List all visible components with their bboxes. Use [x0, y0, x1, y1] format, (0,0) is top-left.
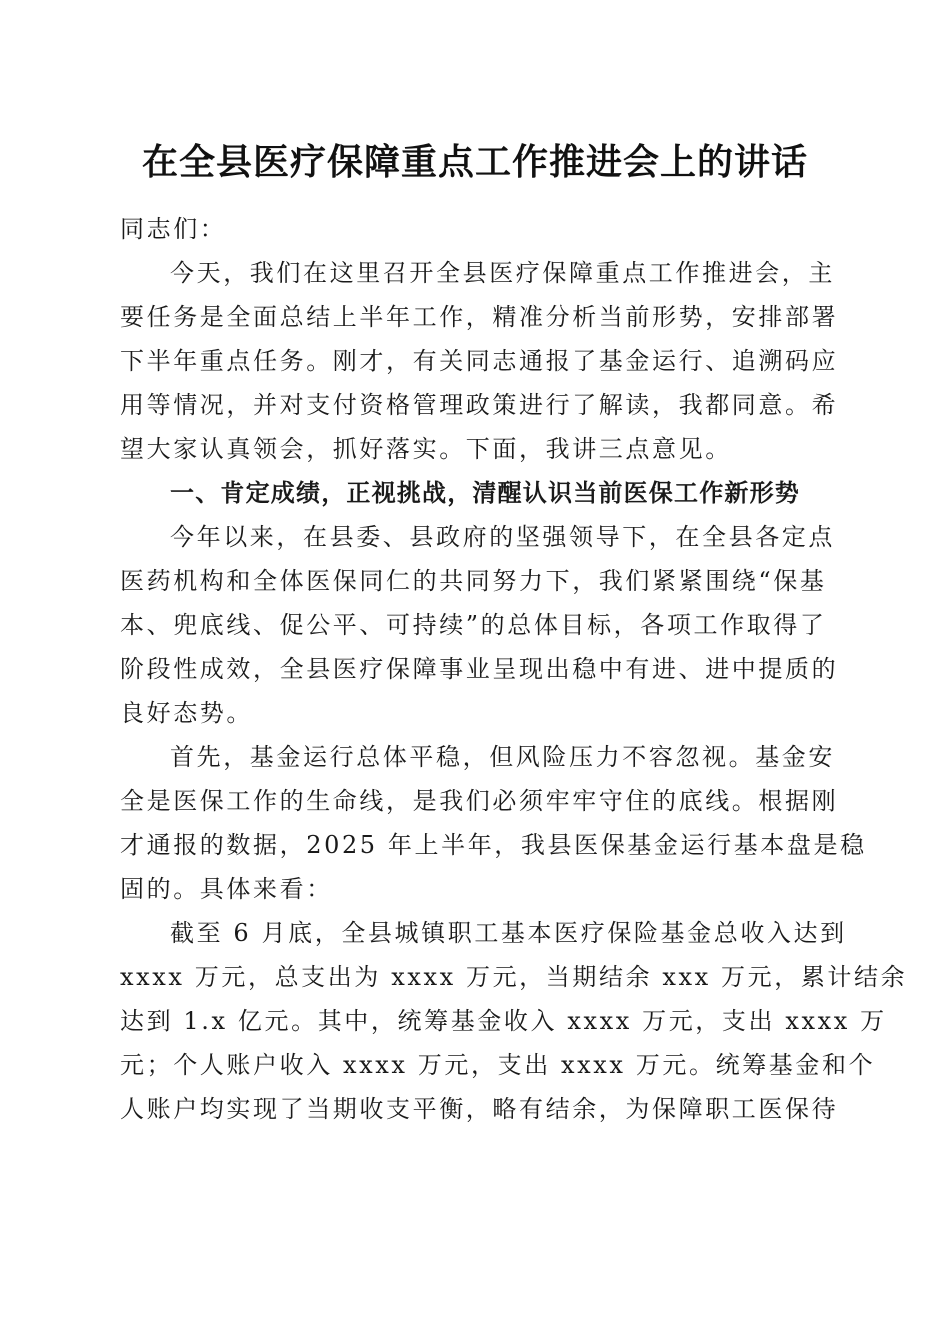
paragraph-fund-data	[120, 911, 908, 1131]
document-title: 在全县医疗保障重点工作推进会上的讲话	[141, 141, 808, 183]
text-line: 今天，我们在这里召开全县医疗保障重点工作推进会，主	[170, 259, 835, 287]
text-line: 今年以来，在县委、县政府的坚强领导下，在全县各定点	[170, 523, 835, 551]
text-line: 元；个人账户收入 xxxx 万元，支出 xxxx 万元。统筹基金和个	[120, 1051, 876, 1079]
text-line: 阶段性成效，全县医疗保障事业呈现出稳中有进、进中提质的	[120, 655, 839, 683]
text-line: 本、兜底线、促公平、可持续”的总体目标，各项工作取得了	[120, 611, 827, 639]
paragraph-fund-operation	[120, 735, 867, 911]
text-line: 才通报的数据，2025 年上半年，我县医保基金运行基本盘是稳	[120, 831, 867, 859]
text-line: 截至 6 月底，全县城镇职工基本医疗保险基金总收入达到	[170, 919, 847, 947]
text-line: 用等情况，并对支付资格管理政策进行了解读，我都同意。希	[120, 391, 839, 419]
text-line: 望大家认真领会，抓好落实。下面，我讲三点意见。	[120, 435, 732, 463]
text-line: 下半年重点任务。刚才，有关同志通报了基金运行、追溯码应	[120, 347, 839, 375]
salutation	[120, 207, 826, 251]
text-line: 全是医保工作的生命线，是我们必须牢牢守住的底线。根据刚	[120, 787, 839, 815]
paragraph-intro	[120, 251, 839, 471]
document-body	[120, 207, 908, 1131]
text-line: 良好态势。	[120, 699, 253, 727]
text-line: 达到 1.x 亿元。其中，统筹基金收入 xxxx 万元，支出 xxxx 万	[120, 1007, 887, 1035]
text-line: 首先，基金运行总体平稳，但风险压力不容忽视。基金安	[170, 743, 835, 771]
text-line: 要任务是全面总结上半年工作，精准分析当前形势，安排部署	[120, 303, 839, 331]
text-line: xxxx 万元，总支出为 xxxx 万元，当期结余 xxx 万元，累计结余	[120, 963, 908, 991]
section-heading	[120, 471, 826, 515]
text-line: 人账户均实现了当期收支平衡，略有结余，为保障职工医保待	[120, 1095, 839, 1123]
paragraph-achievements	[120, 515, 839, 735]
text-line: 固的。具体来看：	[120, 875, 333, 903]
text-line: 医药机构和全体医保同仁的共同努力下，我们紧紧围绕“保基	[120, 567, 827, 595]
salutation-line: 同志们：	[120, 215, 227, 243]
heading-line: 一、肯定成绩，正视挑战，清醒认识当前医保工作新形势	[170, 479, 800, 507]
